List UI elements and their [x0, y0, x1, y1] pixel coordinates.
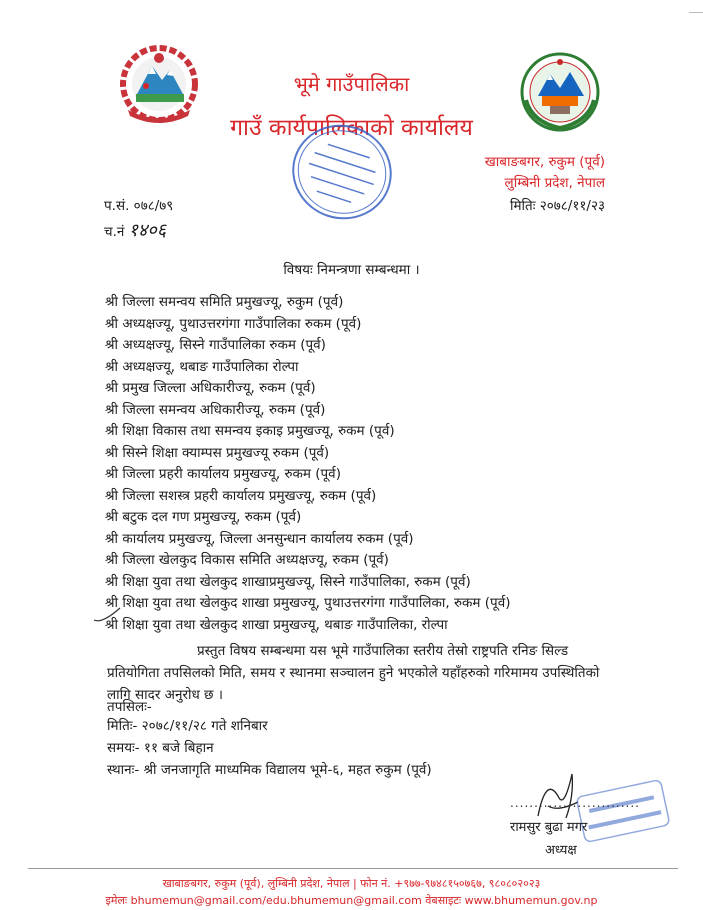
recipient-item: श्री अध्यक्षज्यू, पुथाउत्तरगंगा गाउँपालिका रुकम (पूर्व) [105, 315, 362, 332]
body-paragraph: प्रस्तुत विषय सम्बन्धमा यस भूमे गाउँपालिका स्तरीय तेस्रो राष्ट्रपति रनिङ सिल्ड प्रतियोगिता तपसिलको मिति, समय र स्थानमा सञ्चालन हुने भएकोले यहाँहरुको गरिमामय उपस्थितिको लागि सादर अनुरोध छ । [107, 643, 600, 703]
signature-seal [574, 777, 672, 845]
signature-dots: ........................... [510, 796, 640, 810]
reference-ps: प.सं. ०७८/७९ [104, 198, 174, 214]
address-line1: खाबाङबगर, रुकुम (पूर्व) [484, 154, 605, 170]
recipient-item: श्री जिल्ला समन्वय समिति प्रमुखज्यू, रुकुम (पूर्व) [105, 294, 344, 310]
footer-divider [28, 868, 678, 869]
recipient-item: श्री जिल्ला प्रहरी कार्यालय प्रमुखज्यू, रुकम (पूर्व) [105, 466, 341, 482]
signatory-name: रामसुर बुढा मगर [510, 820, 588, 835]
details-heading: तपसिलः- [107, 699, 152, 715]
letter-date: मितिः २०७८/११/२३ [509, 198, 605, 214]
recipient-item: श्री अध्यक्षज्यू, थबाङ गाउँपालिका रोल्पा [105, 358, 299, 375]
recipient-item: श्री कार्यालय प्रमुखज्यू, जिल्ला अनसुन्धान कार्यालय रुकम (पूर्व) [105, 530, 414, 547]
recipient-item: श्री बटुक दल गण प्रमुखज्यू, रुकम (पूर्व) [105, 509, 302, 525]
recipient-item: श्री प्रमुख जिल्ला अधिकारीज्यू, रुकम (पूर्व) [105, 380, 316, 396]
recipient-item: श्री जिल्ला खेलकुद विकास समिति अध्यक्षज्यू, रुकम (पूर्व) [105, 552, 389, 568]
details-date: मितिः- २०७८/११/२८ गते शनिबार [107, 718, 268, 734]
recipient-item: श्री शिक्षा युवा तथा खेलकुद शाखा प्रमुखज्यू, पुथाउत्तरगंगा गाउँपालिका, रुकम (पूर्व) [105, 595, 511, 611]
signatory-title: अध्यक्ष [545, 843, 577, 858]
details-venue: स्थानः- श्री जनजागृति माध्यमिक विद्यालय भूमे-६, महत रुकुम (पूर्व) [107, 762, 432, 778]
address-line2: लुम्बिनी प्रदेश, नेपाल [504, 175, 605, 191]
check-mark-icon [92, 606, 122, 630]
recipient-item: श्री शिक्षा युवा तथा खेलकुद शाखा प्रमुखज्यू, थबाङ गाउँपालिका, रोल्पा [105, 616, 448, 633]
footer-address: खाबाङबगर, रुकुम (पूर्व), लुम्बिनी प्रदेश, नेपाल | फोन नं. +९७७-९७४८१५०७६७, ९८०८०२०२३ [162, 877, 541, 890]
recipient-item: श्री सिस्ने शिक्षा क्याम्पस प्रमुखज्यू रुकम (पूर्व) [105, 444, 330, 461]
details-time: समयः- ११ बजे बिहान [107, 740, 214, 756]
footer-contact: इमेलः bhumemun@gmail.com/edu.bhumemun@gmail.com वेबसाइटः www.bhumemun.gov.np [105, 894, 598, 907]
subject-line: विषयः निमन्त्रणा सम्बन्धमा । [283, 262, 420, 278]
office-name-line2: गाउँ कार्यपालिकाको कार्यालय [230, 115, 473, 141]
recipient-item: श्री शिक्षा विकास तथा समन्वय इकाइ प्रमुखज्यू, रुकम (पूर्व) [105, 423, 395, 439]
recipient-item: श्री अध्यक्षज्यू, सिस्ने गाउँपालिका रुकम (पूर्व) [105, 337, 326, 353]
office-name-line1: भूमे गाउँपालिका [293, 72, 410, 96]
recipient-item: श्री जिल्ला समन्वय अधिकारीज्यू, रुकम (पूर्व) [105, 401, 326, 418]
cn-handwritten-number: १४०६ [128, 220, 167, 241]
recipient-item: श्री शिक्षा युवा तथा खेलकुद शाखाप्रमुखज्यू, सिस्ने गाउँपालिका, रुकम (पूर्व) [105, 573, 471, 590]
recipient-list [105, 292, 510, 636]
cn-prefix: च.नं [104, 224, 125, 240]
fold-mark [689, 12, 703, 13]
recipient-item: श्री जिल्ला सशस्त्र प्रहरी कार्यालय प्रमुखज्यू, रुकम (पूर्व) [105, 487, 377, 504]
reference-cn [104, 218, 166, 242]
